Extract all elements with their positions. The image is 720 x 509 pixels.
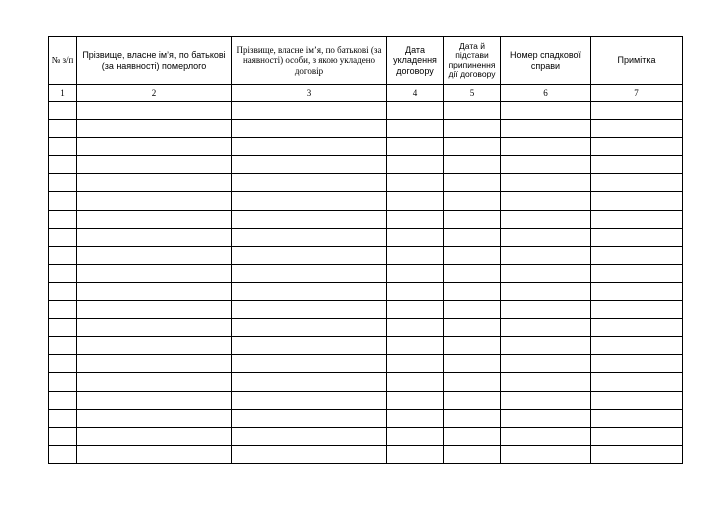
- table-row: [49, 409, 683, 427]
- table-row: [49, 156, 683, 174]
- table-cell: [387, 445, 444, 463]
- table-cell: [387, 409, 444, 427]
- table-cell: [444, 409, 501, 427]
- table-cell: [49, 282, 77, 300]
- table-cell: [387, 192, 444, 210]
- table-row: [49, 192, 683, 210]
- table-cell: [444, 174, 501, 192]
- table-cell: [444, 427, 501, 445]
- table-cell: [501, 427, 591, 445]
- table-cell: [501, 337, 591, 355]
- table-cell: [232, 246, 387, 264]
- table-row: [49, 282, 683, 300]
- table-cell: [387, 301, 444, 319]
- table-cell: [444, 373, 501, 391]
- table-cell: [232, 355, 387, 373]
- table-cell: [77, 355, 232, 373]
- table-cell: [501, 355, 591, 373]
- table-cell: [77, 409, 232, 427]
- column-number-row: [49, 85, 683, 102]
- table-cell: [77, 445, 232, 463]
- table-row: [49, 337, 683, 355]
- table-body: [49, 102, 683, 464]
- table-cell: [77, 282, 232, 300]
- header-contract-date: Дата укладення договору: [387, 37, 444, 85]
- table-cell: [77, 373, 232, 391]
- column-number: 2: [77, 85, 232, 102]
- table-cell: [77, 102, 232, 120]
- table-cell: [77, 427, 232, 445]
- table-cell: [501, 138, 591, 156]
- table-cell: [501, 445, 591, 463]
- table-cell: [444, 120, 501, 138]
- table-cell: [49, 174, 77, 192]
- table-row: [49, 319, 683, 337]
- column-number: 5: [444, 85, 501, 102]
- table-cell: [501, 301, 591, 319]
- table-cell: [387, 120, 444, 138]
- table-cell: [49, 264, 77, 282]
- table-cell: [49, 156, 77, 174]
- table-row: [49, 102, 683, 120]
- table-cell: [49, 138, 77, 156]
- table-cell: [444, 337, 501, 355]
- table-cell: [49, 210, 77, 228]
- table-row: [49, 427, 683, 445]
- table-cell: [387, 427, 444, 445]
- table-row: [49, 373, 683, 391]
- table-cell: [387, 319, 444, 337]
- table-cell: [232, 102, 387, 120]
- table-cell: [444, 102, 501, 120]
- table-cell: [77, 301, 232, 319]
- table-cell: [77, 319, 232, 337]
- table-cell: [444, 156, 501, 174]
- table-cell: [501, 319, 591, 337]
- table-cell: [232, 210, 387, 228]
- table-cell: [444, 138, 501, 156]
- table-cell: [49, 355, 77, 373]
- table-row: [49, 138, 683, 156]
- table-row: [49, 391, 683, 409]
- table-cell: [232, 264, 387, 282]
- table-cell: [591, 445, 683, 463]
- table-cell: [387, 264, 444, 282]
- column-number: 6: [501, 85, 591, 102]
- table-cell: [232, 445, 387, 463]
- table-cell: [387, 102, 444, 120]
- table-cell: [77, 120, 232, 138]
- table-cell: [591, 409, 683, 427]
- table-row: [49, 210, 683, 228]
- table-cell: [591, 337, 683, 355]
- table-cell: [591, 210, 683, 228]
- table-cell: [49, 246, 77, 264]
- header-termination: Дата й підстави припинення дії договору: [444, 37, 501, 85]
- table-cell: [501, 373, 591, 391]
- table-cell: [232, 427, 387, 445]
- table-cell: [49, 319, 77, 337]
- table-cell: [232, 319, 387, 337]
- table-cell: [49, 301, 77, 319]
- table-cell: [591, 373, 683, 391]
- header-case-number: Номер спадкової справи: [501, 37, 591, 85]
- table-cell: [501, 120, 591, 138]
- table-cell: [501, 264, 591, 282]
- table-row: [49, 445, 683, 463]
- column-number: 4: [387, 85, 444, 102]
- table-cell: [77, 210, 232, 228]
- table-cell: [444, 228, 501, 246]
- table-row: [49, 228, 683, 246]
- table-cell: [232, 301, 387, 319]
- table-cell: [232, 174, 387, 192]
- table-cell: [444, 445, 501, 463]
- table-cell: [591, 228, 683, 246]
- table-cell: [77, 174, 232, 192]
- table-cell: [591, 355, 683, 373]
- table-cell: [501, 102, 591, 120]
- table-row: [49, 120, 683, 138]
- table-cell: [444, 246, 501, 264]
- table-cell: [387, 246, 444, 264]
- table-cell: [49, 102, 77, 120]
- column-number: 7: [591, 85, 683, 102]
- table-cell: [591, 120, 683, 138]
- table-cell: [387, 355, 444, 373]
- table-cell: [444, 210, 501, 228]
- table-cell: [387, 337, 444, 355]
- table-cell: [232, 282, 387, 300]
- table-cell: [232, 120, 387, 138]
- table-cell: [591, 319, 683, 337]
- table-cell: [387, 282, 444, 300]
- table-cell: [49, 192, 77, 210]
- table-cell: [501, 246, 591, 264]
- table-cell: [444, 192, 501, 210]
- table-cell: [232, 337, 387, 355]
- table-cell: [591, 192, 683, 210]
- table-cell: [77, 264, 232, 282]
- table-cell: [49, 120, 77, 138]
- header-number: № з/п: [49, 37, 77, 85]
- table-row: [49, 355, 683, 373]
- table-cell: [49, 373, 77, 391]
- table-cell: [77, 156, 232, 174]
- table-cell: [501, 409, 591, 427]
- table-cell: [501, 282, 591, 300]
- table-cell: [501, 391, 591, 409]
- table-cell: [387, 210, 444, 228]
- table-cell: [444, 301, 501, 319]
- table-cell: [49, 391, 77, 409]
- table-cell: [232, 409, 387, 427]
- table-cell: [49, 337, 77, 355]
- table-cell: [591, 427, 683, 445]
- table-cell: [591, 246, 683, 264]
- column-number: 1: [49, 85, 77, 102]
- table-cell: [387, 138, 444, 156]
- table-cell: [501, 192, 591, 210]
- table-cell: [591, 138, 683, 156]
- table-cell: [77, 138, 232, 156]
- table-cell: [232, 138, 387, 156]
- table-row: [49, 264, 683, 282]
- table-cell: [387, 228, 444, 246]
- table-cell: [77, 228, 232, 246]
- table-cell: [501, 210, 591, 228]
- header-deceased-name: Прізвище, власне ім’я, по батькові (за наявності) померлого: [77, 37, 232, 85]
- table-row: [49, 174, 683, 192]
- table-cell: [444, 264, 501, 282]
- table-row: [49, 246, 683, 264]
- table-cell: [77, 246, 232, 264]
- table-cell: [591, 174, 683, 192]
- table-cell: [49, 409, 77, 427]
- table-cell: [232, 228, 387, 246]
- table-cell: [591, 282, 683, 300]
- table-cell: [501, 174, 591, 192]
- table-cell: [49, 445, 77, 463]
- table-cell: [232, 192, 387, 210]
- table-cell: [591, 264, 683, 282]
- table-cell: [387, 373, 444, 391]
- register-table: [48, 36, 683, 464]
- table-cell: [232, 156, 387, 174]
- table-cell: [501, 156, 591, 174]
- header-contract-party-name: Прізвище, власне ім’я, по батькові (за наявності) особи, з якою укладено договір: [232, 37, 387, 85]
- table-row: [49, 301, 683, 319]
- table-cell: [77, 192, 232, 210]
- table-cell: [591, 391, 683, 409]
- table-cell: [387, 391, 444, 409]
- table-cell: [387, 174, 444, 192]
- table-cell: [444, 391, 501, 409]
- table-cell: [591, 102, 683, 120]
- column-number: 3: [232, 85, 387, 102]
- table-cell: [49, 427, 77, 445]
- table-cell: [501, 228, 591, 246]
- header-row: [49, 37, 683, 85]
- header-note: Примітка: [591, 37, 683, 85]
- table-cell: [77, 337, 232, 355]
- table-cell: [591, 156, 683, 174]
- table-cell: [591, 301, 683, 319]
- table-cell: [77, 391, 232, 409]
- table-cell: [49, 228, 77, 246]
- table-cell: [444, 355, 501, 373]
- table-cell: [444, 282, 501, 300]
- table-cell: [232, 391, 387, 409]
- table-cell: [387, 156, 444, 174]
- table-cell: [444, 319, 501, 337]
- table-cell: [232, 373, 387, 391]
